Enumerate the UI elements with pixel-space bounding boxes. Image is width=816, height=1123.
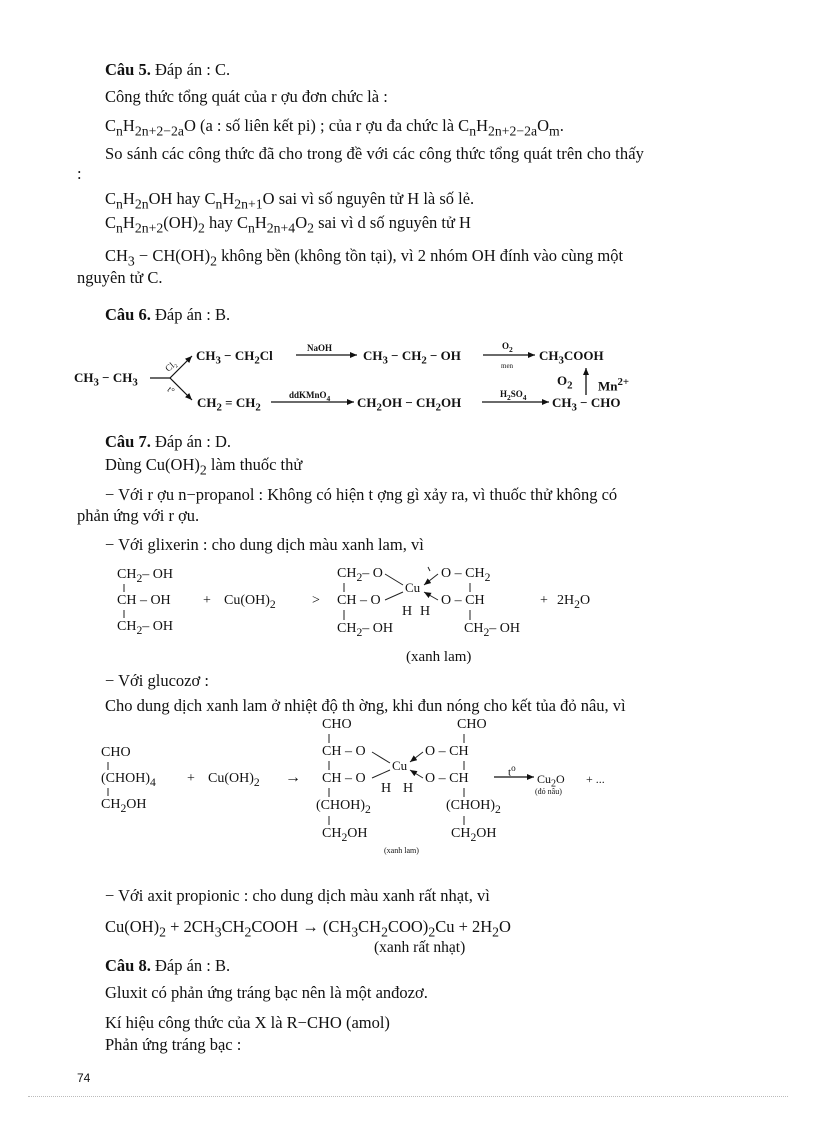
sub: n xyxy=(116,123,123,139)
txt: CH xyxy=(357,395,377,410)
q5-line1: Công thức tổng quát của r ợu đơn chức là : xyxy=(105,87,388,106)
txt: hay C xyxy=(204,213,248,232)
sub: 2 xyxy=(507,392,511,402)
sub: 3 xyxy=(93,376,99,389)
sub: 3 xyxy=(214,924,222,940)
sub: 2 xyxy=(470,830,477,844)
txt: − CHO xyxy=(576,395,621,410)
sub: 2n+4 xyxy=(266,220,296,236)
txt: H xyxy=(122,213,135,232)
glu-l-h: H xyxy=(381,781,392,796)
gly-r1 xyxy=(337,566,383,586)
glu-r-h: H xyxy=(403,781,414,796)
sub: 3 xyxy=(382,354,388,367)
q8-heading xyxy=(105,956,230,976)
sub: n xyxy=(215,196,223,212)
txt: – OH xyxy=(489,621,521,636)
txt: Dùng Cu(OH) xyxy=(105,455,200,474)
txt: Cu(OH) xyxy=(208,771,254,786)
footer-divider xyxy=(28,1096,788,1097)
txt: C xyxy=(105,213,117,232)
glu-plus3: + ... xyxy=(586,772,605,786)
glu-r-choh xyxy=(446,798,501,818)
glu-plus: + xyxy=(187,771,195,786)
txt: ddKMnO xyxy=(289,390,327,400)
q7-eq-label: (xanh rất nhạt) xyxy=(374,939,466,956)
sub: 2 xyxy=(253,775,260,789)
txt: làm thuốc thử xyxy=(206,455,303,474)
sub: 2 xyxy=(356,570,363,584)
txt: CH xyxy=(363,348,383,363)
glu-l-o1: CH – O xyxy=(322,744,366,759)
gly-q1 xyxy=(441,566,490,586)
txt: CH xyxy=(337,621,357,636)
sub: 2 xyxy=(365,802,371,816)
gly-plus2: + xyxy=(540,593,548,608)
gly-label: (xanh lam) xyxy=(406,649,472,665)
txt: − OH xyxy=(426,348,461,363)
txt: Cu(OH) xyxy=(224,593,270,608)
q7-line2b: phản ứng với r ợu. xyxy=(77,506,200,525)
gly-l2: CH – OH xyxy=(117,593,171,608)
glu-heat xyxy=(508,760,516,781)
gly-reagent xyxy=(224,593,276,613)
sub: 3 xyxy=(558,354,564,367)
txt: O xyxy=(537,116,550,135)
txt: không bền (không tồn tại), vì 2 nhóm OH đính vào cùng một xyxy=(216,246,624,265)
scheme-bottom-1 xyxy=(197,395,261,416)
q7-line1 xyxy=(105,455,302,480)
txt: C xyxy=(105,189,117,208)
gly-q3 xyxy=(464,621,520,641)
sub: 4 xyxy=(522,392,527,402)
sub: 4 xyxy=(150,775,156,789)
q6-answer: Đáp án : B. xyxy=(150,305,231,324)
txt: CH xyxy=(358,917,382,936)
txt: − CH xyxy=(387,348,422,363)
txt: O xyxy=(557,373,568,388)
txt: CH xyxy=(117,619,137,634)
txt: CH xyxy=(539,348,559,363)
sub: n xyxy=(248,220,255,236)
sub: 2 xyxy=(435,401,441,414)
txt: . xyxy=(559,116,564,135)
glu-l-choh xyxy=(316,798,371,818)
txt: (CHOH) xyxy=(101,771,150,786)
gly-l3 xyxy=(117,619,173,639)
gly-r2: CH – O xyxy=(337,593,381,608)
page-number: 74 xyxy=(77,1071,91,1085)
txt: – O xyxy=(362,566,383,581)
scheme-arrow4-label xyxy=(500,389,527,403)
txt: H xyxy=(500,389,508,399)
txt: (CH xyxy=(318,917,352,936)
gly-plus: + xyxy=(203,593,211,608)
txt: t xyxy=(508,766,512,779)
sub: 3 xyxy=(571,401,577,414)
txt: O (a : số liên kết pi) ; của r ợu đa chức là C xyxy=(183,116,470,135)
gly-r3 xyxy=(337,621,393,641)
txt: Mn xyxy=(598,378,618,394)
q7-heading xyxy=(105,432,231,452)
q7-line4: − Với glucozơ : xyxy=(105,671,209,690)
txt: OH xyxy=(440,395,462,410)
arrow: → xyxy=(302,917,319,936)
txt: COOH xyxy=(563,348,604,363)
sub: 2 xyxy=(255,401,261,414)
glu-cho: CHO xyxy=(101,745,131,760)
q8-answer: Đáp án : B. xyxy=(150,956,231,975)
txt: − CH xyxy=(220,348,255,363)
scheme-bottom-3 xyxy=(552,395,620,416)
txt: (OH) xyxy=(163,213,199,232)
txt: H xyxy=(222,189,235,208)
sub: 2 xyxy=(254,354,260,367)
glu-l-cho: CHO xyxy=(322,717,352,732)
txt: COO) xyxy=(387,917,429,936)
sub: 2n+2−2a xyxy=(134,123,184,139)
sub: 2 xyxy=(341,830,348,844)
glu-arrow: → xyxy=(285,769,301,786)
glu-l-ch2oh xyxy=(322,826,368,846)
q5-line3-colon: : xyxy=(77,164,82,183)
txt: CH xyxy=(74,370,94,385)
q5-formula-line xyxy=(105,116,564,141)
txt: O xyxy=(295,213,308,232)
q5-line7: nguyên tử C. xyxy=(77,268,163,287)
txt: CH xyxy=(337,566,357,581)
sub: 2 xyxy=(210,253,217,269)
sub: 2 xyxy=(574,597,580,611)
txt: OH xyxy=(347,826,368,841)
sub: 2 xyxy=(244,924,252,940)
scheme-top-2 xyxy=(363,348,461,369)
txt: SO xyxy=(510,389,523,399)
sub: 2 xyxy=(307,220,314,236)
q8-label: Câu 8. xyxy=(105,956,151,975)
sub: 4 xyxy=(326,393,331,403)
scheme-down-condition: t° xyxy=(165,384,177,396)
txt: sai vì d số nguyên tử H xyxy=(313,213,471,232)
sub: 2 xyxy=(136,571,143,585)
q8-line3: Phản ứng tráng bạc : xyxy=(105,1035,242,1054)
q5-answer: Đáp án : C. xyxy=(150,60,231,79)
sub: 2 xyxy=(136,623,143,637)
sub: 2 xyxy=(120,801,127,815)
txt: CH xyxy=(322,826,342,841)
sub: 2n+2−2a xyxy=(487,123,538,139)
q7-label: Câu 7. xyxy=(105,432,151,451)
txt: O xyxy=(556,772,565,786)
txt: H xyxy=(254,213,267,232)
txt: CH xyxy=(552,395,572,410)
glu-r-ch2oh xyxy=(451,826,497,846)
txt: H xyxy=(122,189,135,208)
q6-label: Câu 6. xyxy=(105,305,151,324)
txt: (CHOH) xyxy=(316,798,365,813)
txt: OH xyxy=(126,797,147,812)
txt: O xyxy=(502,341,510,351)
scheme-top-3 xyxy=(539,348,604,369)
scheme-arrow2-cond: men xyxy=(501,362,514,370)
txt: Cl xyxy=(259,348,273,363)
sub: 2 xyxy=(483,625,490,639)
txt: O – CH xyxy=(441,566,485,581)
txt: CH xyxy=(101,797,121,812)
gly-cu: Cu xyxy=(405,580,421,595)
scheme-vertical-mn xyxy=(598,375,629,393)
sub: 2n xyxy=(134,196,149,212)
sub: 3 xyxy=(215,354,221,367)
txt: OH xyxy=(476,826,497,841)
gly-q2: O – CH xyxy=(441,593,485,608)
q5-label: Câu 5. xyxy=(105,60,151,79)
sub: 2 xyxy=(492,924,500,940)
q7-line2: − Với r ợu n−propanol : Không có hiện t ợng gì xảy ra, vì thuốc thử không có xyxy=(105,485,618,504)
glu-r-o2: O – CH xyxy=(425,771,469,786)
txt: C xyxy=(105,116,117,135)
sub: 2 xyxy=(376,401,382,414)
sub: 2 xyxy=(216,401,222,414)
txt: – OH xyxy=(142,619,174,634)
scheme-arrow3-label xyxy=(289,390,330,404)
gly-l1 xyxy=(117,567,173,587)
txt: + 2CH xyxy=(165,917,215,936)
glu-r-o1: O – CH xyxy=(425,744,469,759)
scheme-up-condition: Cl₂ xyxy=(163,358,179,374)
txt: COOH xyxy=(251,917,303,936)
txt: Cu(OH) xyxy=(105,917,160,936)
txt: Cu + 2H xyxy=(435,917,493,936)
sub: 2 xyxy=(198,220,205,236)
txt: CH xyxy=(464,621,484,636)
txt: CH xyxy=(196,348,216,363)
sub: m xyxy=(549,123,560,139)
scheme-arrow1-label: NaOH xyxy=(307,343,333,353)
q5-line3: So sánh các công thức đã cho trong đề với các công thức tổng quát trên cho thấy xyxy=(105,144,644,163)
sub: 2 xyxy=(199,462,207,478)
sub: 3 xyxy=(132,376,138,389)
sub: 2 xyxy=(381,924,388,940)
sub: 2 xyxy=(159,924,166,940)
sub: 2 xyxy=(428,924,436,940)
sub: 2 xyxy=(421,354,427,367)
sub: 2n+2 xyxy=(134,220,164,236)
txt: O sai vì số nguyên tử H là số lẻ. xyxy=(262,189,475,208)
sub: 2 xyxy=(495,802,501,816)
txt: CH xyxy=(451,826,471,841)
txt: 2H xyxy=(557,593,575,608)
sub: 3 xyxy=(127,253,135,269)
scheme-top-1 xyxy=(196,348,273,369)
q8-line2: Kí hiệu công thức của X là R−CHO (amol) xyxy=(105,1013,390,1032)
txt: – OH xyxy=(142,567,174,582)
glu-cu: Cu xyxy=(392,758,408,773)
txt: H xyxy=(122,116,135,135)
sub: 2 xyxy=(356,625,363,639)
sub: 3 xyxy=(351,924,359,940)
txt: OH − CH xyxy=(381,395,436,410)
glu-label: (xanh lam) xyxy=(384,846,419,855)
scheme-arrow2-label xyxy=(502,341,513,355)
glu-ch2oh xyxy=(101,797,147,817)
txt: CH xyxy=(221,917,245,936)
txt: O xyxy=(499,917,511,936)
q7-line5: Cho dung dịch xanh lam ở nhiệt độ th ờng, khi đun nóng cho kết tủa đỏ nâu, vì xyxy=(105,696,626,715)
glu-l-o2: CH – O xyxy=(322,771,366,786)
txt: − CH(OH) xyxy=(134,246,211,265)
q5-line4 xyxy=(105,189,474,214)
sup: o xyxy=(511,763,516,773)
sub: 2n+1 xyxy=(234,196,263,212)
txt: CH xyxy=(197,395,217,410)
sub: n xyxy=(469,123,477,139)
gly-h2: H xyxy=(420,604,431,619)
q5-line6 xyxy=(105,246,623,271)
txt: (CHOH) xyxy=(446,798,495,813)
txt: OH hay C xyxy=(148,189,216,208)
scheme-vertical-o2 xyxy=(557,373,573,394)
txt: O xyxy=(579,593,591,608)
sub: 2 xyxy=(269,597,276,611)
q5-line5 xyxy=(105,213,471,238)
gly-arrow: > xyxy=(312,593,320,608)
sub: n xyxy=(116,220,123,236)
txt: H xyxy=(476,116,488,135)
sub: 2 xyxy=(567,379,573,392)
q6-heading xyxy=(105,305,230,325)
glu-choh xyxy=(101,771,156,791)
glu-red-label: (đỏ nâu) xyxy=(535,787,562,796)
q7-line3: − Với glixerin : cho dung dịch màu xanh lam, vì xyxy=(105,535,424,554)
txt: – OH xyxy=(362,621,394,636)
q8-line1: Gluxit có phản ứng tráng bạc nên là một anđozơ. xyxy=(105,983,428,1002)
txt: Cu xyxy=(537,772,552,786)
sub: 2 xyxy=(551,778,557,790)
txt: CH xyxy=(105,246,128,265)
txt: CH xyxy=(117,567,137,582)
glu-reagent xyxy=(208,771,260,791)
gly-h1: H xyxy=(402,604,413,619)
txt: = CH xyxy=(221,395,256,410)
q7-line6: − Với axit propionic : cho dung dịch màu xanh rất nhạt, vì xyxy=(105,886,490,905)
glu-r-cho: CHO xyxy=(457,717,487,732)
scheme-bottom-2 xyxy=(357,395,461,416)
txt: − CH xyxy=(98,370,133,385)
q5-heading xyxy=(105,60,230,80)
sub: n xyxy=(116,196,123,212)
sub: 2 xyxy=(484,570,491,584)
gly-water xyxy=(557,593,590,613)
sup: 2+ xyxy=(617,376,630,388)
q7-answer: Đáp án : D. xyxy=(150,432,232,451)
sub: 2 xyxy=(509,344,513,354)
scheme-start xyxy=(74,370,138,391)
